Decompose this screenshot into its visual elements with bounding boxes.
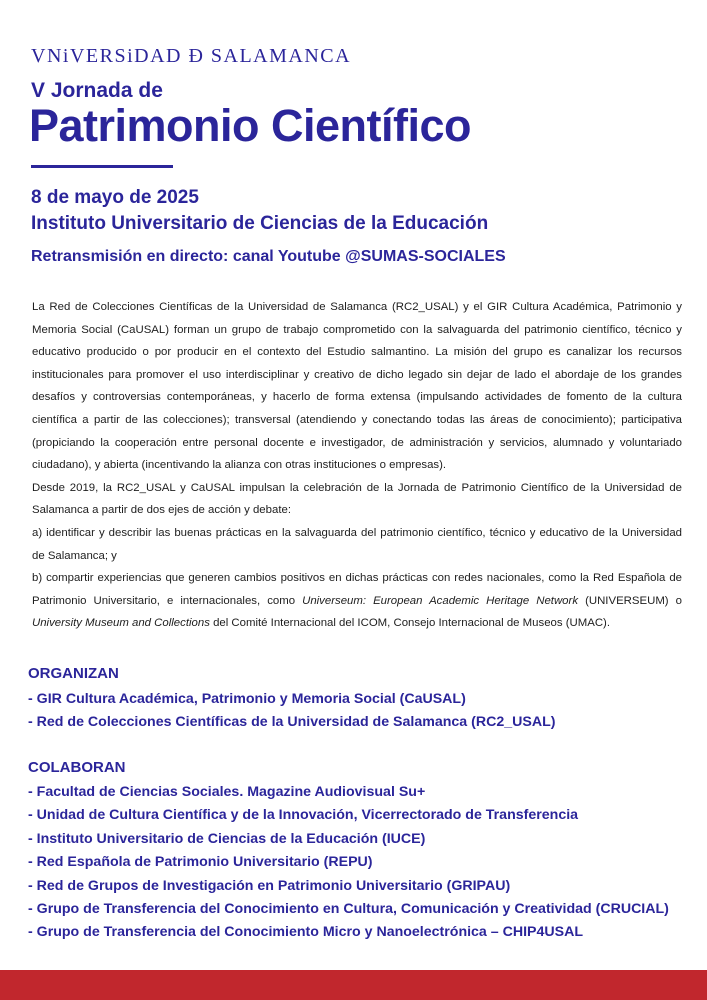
collaborators-heading: COLABORAN xyxy=(28,759,126,776)
list-item: - Red Española de Patrimonio Universitario (REPU) xyxy=(28,854,373,871)
network-name: University Museum and Collections xyxy=(32,617,210,630)
organizers-heading: ORGANIZAN xyxy=(28,665,119,682)
event-date: 8 de mayo de 2025 xyxy=(31,187,199,208)
description-body xyxy=(32,296,682,635)
footer-bar xyxy=(0,970,707,1000)
page-title: Patrimonio Científico xyxy=(29,100,472,151)
list-item: - Unidad de Cultura Científica y de la Innovación, Vicerrectorado de Transferencia xyxy=(28,807,579,824)
list-item: - Red de Colecciones Científicas de la Universidad de Salamanca (RC2_USAL) xyxy=(28,714,556,731)
list-item: - Instituto Universitario de Ciencias de la Educación (IUCE) xyxy=(28,830,426,847)
livestream-info: Retransmisión en directo: canal Youtube @SUMAS-SOCIALES xyxy=(31,248,506,265)
text-run: b) compartir experiencias que generen cambios positivos en dichas prácticas con redes nacionales, como la Red Española de Patrimonio Universitario, e internacionales, como xyxy=(32,572,682,607)
description-paragraph: La Red de Colecciones Científicas de la Universidad de Salamanca (RC2_USAL) y el GIR Cultura Académica, Patrimonio y Memoria Social (CaUSAL) forman un grupo de trabajo comprometido con la salvaguarda del patrimonio científico, técnico y educativo producido o por producir en el contexto del Estudio salmantino. La misión del grupo es canalizar los recursos institucionales para promover el uso interdisciplinar y creativo de dicho legado sin dejar de lado el abordaje de los grandes desafíos y controversias contemporáneas, y hacerlo de forma extensa (impulsando actividades de fomento de la cultura científica a partir de las colecciones); transversal (atendiendo y conectando todas las áreas de conocimiento); participativa (propiciando la cooperación entre personal docente e investigador, de administración y servicios, alumnado y voluntariado ciudadano), y abierta (incentivando la alianza con otras instituciones o empresas). xyxy=(32,301,682,472)
event-edition: V Jornada de xyxy=(31,79,163,102)
description-paragraph: Desde 2019, la RC2_USAL y CaUSAL impulsan la celebración de la Jornada de Patrimonio Científico de la Universidad de Salamanca a partir de dos ejes de acción y debate: xyxy=(32,481,682,517)
text-run: (UNIVERSEUM) o xyxy=(585,594,682,607)
description-paragraph: a) identificar y describir las buenas prácticas en la salvaguarda del patrimonio científico, técnico y educativo de la Universidad de Salamanca; y xyxy=(32,526,682,562)
list-item: - Facultad de Ciencias Sociales. Magazine Audiovisual Su+ xyxy=(28,784,426,800)
list-item: - GIR Cultura Académica, Patrimonio y Memoria Social (CaUSAL) xyxy=(28,691,466,707)
list-item: - Red de Grupos de Investigación en Patrimonio Universitario (GRIPAU) xyxy=(28,877,511,894)
network-name: Universeum: European Academic Heritage Network xyxy=(302,594,579,607)
text-run: del Comité Internacional del ICOM, Consejo Internacional de Museos (UMAC). xyxy=(213,617,611,630)
description-paragraph xyxy=(32,567,682,635)
event-venue: Instituto Universitario de Ciencias de la Educación xyxy=(31,213,489,234)
university-logo: VNiVERSiDAD Ð SALAMANCA xyxy=(31,45,352,67)
list-item: - Grupo de Transferencia del Conocimiento Micro y Nanoelectrónica – CHIP4USAL xyxy=(28,924,584,941)
title-divider xyxy=(31,165,173,168)
list-item: - Grupo de Transferencia del Conocimiento en Cultura, Comunicación y Creatividad (CRUCIAL) xyxy=(28,900,669,917)
organizers-list xyxy=(28,688,555,735)
collaborators-list xyxy=(28,781,669,945)
